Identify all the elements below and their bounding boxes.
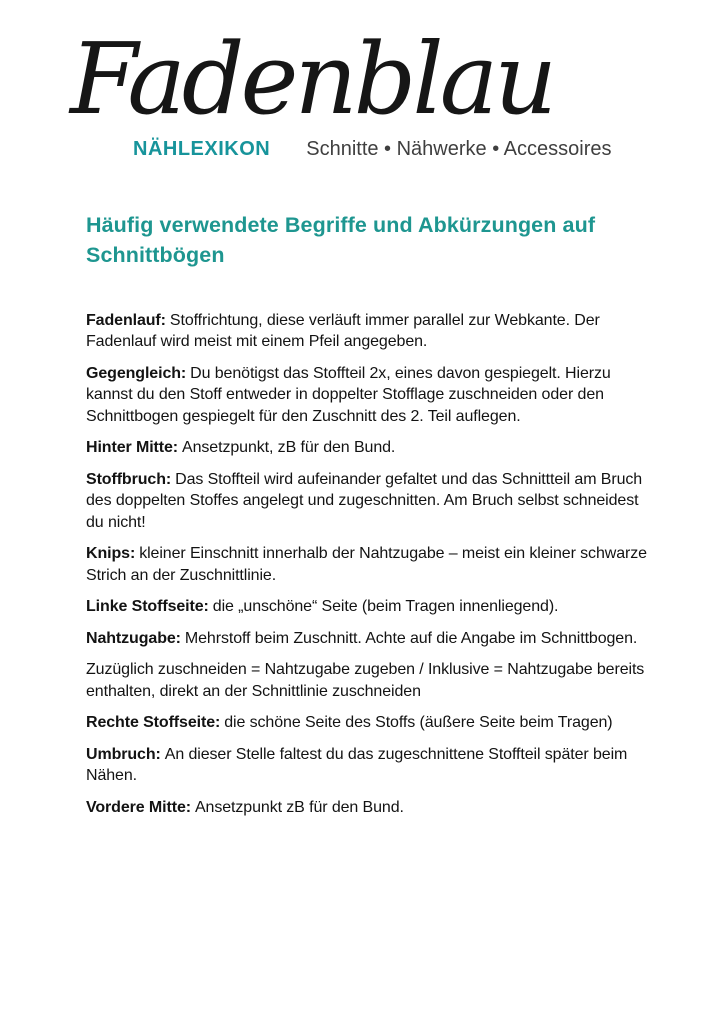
glossary-term: Linke Stoffseite:: [86, 598, 209, 616]
glossary-definition: Stoffrichtung, diese verläuft immer parallel zur Webkante. Der Fadenlauf wird meist mit einem Pfeil angegeben.: [86, 311, 600, 351]
glossary-definition: Zuzüglich zuschneiden = Nahtzugabe zugeben / Inklusive = Nahtzugabe bereits enthalten, direkt an der Schnittlinie zuschneiden: [86, 661, 645, 700]
glossary-term: Umbruch:: [86, 745, 161, 763]
glossary-definition: An dieser Stelle faltest du das zugeschnittene Stoffteil später beim Nähen.: [86, 745, 628, 785]
glossary-definition: Du benötigst das Stoffteil 2x, eines davon gespiegelt. Hierzu kannst du den Stoff entweder in doppelter Stofflage zuschneiden oder den Schnittbogen gespiegelt für den Zuschnitt des 2. Teil auflegen.: [86, 364, 611, 425]
glossary-term: Nahtzugabe:: [86, 629, 181, 647]
glossary-entry: [86, 437, 648, 459]
glossary-definition: die „unschöne“ Seite (beim Tragen innenliegend).: [212, 598, 559, 616]
glossary-entry: [86, 363, 648, 428]
glossary-entry: [86, 310, 648, 353]
content: [86, 210, 648, 819]
glossary-entry: [86, 659, 648, 702]
glossary-entry: [86, 712, 648, 734]
logo-header: [0, 23, 724, 161]
glossary-entry: [86, 744, 648, 787]
glossary-entry: [86, 543, 648, 586]
glossary-entry: [86, 628, 648, 650]
glossary: [86, 310, 648, 819]
glossary-definition: Das Stoffteil wird aufeinander gefaltet und das Schnittteil am Bruch des doppelten Stoffes angelegt und zugeschnitten. Am Bruch selbst schneidest du nicht!: [86, 470, 643, 531]
glossary-term: Hinter Mitte:: [86, 439, 179, 457]
brand-row: [133, 138, 724, 161]
glossary-entry: [86, 469, 648, 534]
brand-logo: Fadenblau: [70, 23, 554, 137]
glossary-term: Gegengleich:: [86, 364, 187, 382]
brand-tagline: Schnitte • Nähwerke • Accessoires: [306, 137, 612, 160]
glossary-definition: Mehrstoff beim Zuschnitt. Achte auf die Angabe im Schnittbogen.: [184, 629, 638, 647]
glossary-term: Vordere Mitte:: [86, 798, 191, 816]
glossary-definition: kleiner Einschnitt innerhalb der Nahtzugabe – meist ein kleiner schwarze Strich an der Zuschnittlinie.: [86, 545, 647, 584]
glossary-term: Stoffbruch:: [86, 470, 172, 488]
page-heading: Häufig verwendete Begriffe und Abkürzungen auf Schnittbögen: [86, 212, 596, 267]
glossary-definition: die schöne Seite des Stoffs (äußere Seite beim Tragen): [224, 714, 613, 732]
glossary-definition: Ansetzpunkt, zB für den Bund.: [182, 439, 396, 457]
glossary-term: Knips:: [86, 545, 136, 563]
brand-label: NÄHLEXIKON: [133, 137, 271, 160]
glossary-definition: Ansetzpunkt zB für den Bund.: [194, 798, 404, 816]
glossary-entry: [86, 596, 648, 618]
glossary-entry: [86, 797, 648, 819]
glossary-term: Rechte Stoffseite:: [86, 714, 221, 732]
glossary-term: Fadenlauf:: [86, 311, 166, 329]
